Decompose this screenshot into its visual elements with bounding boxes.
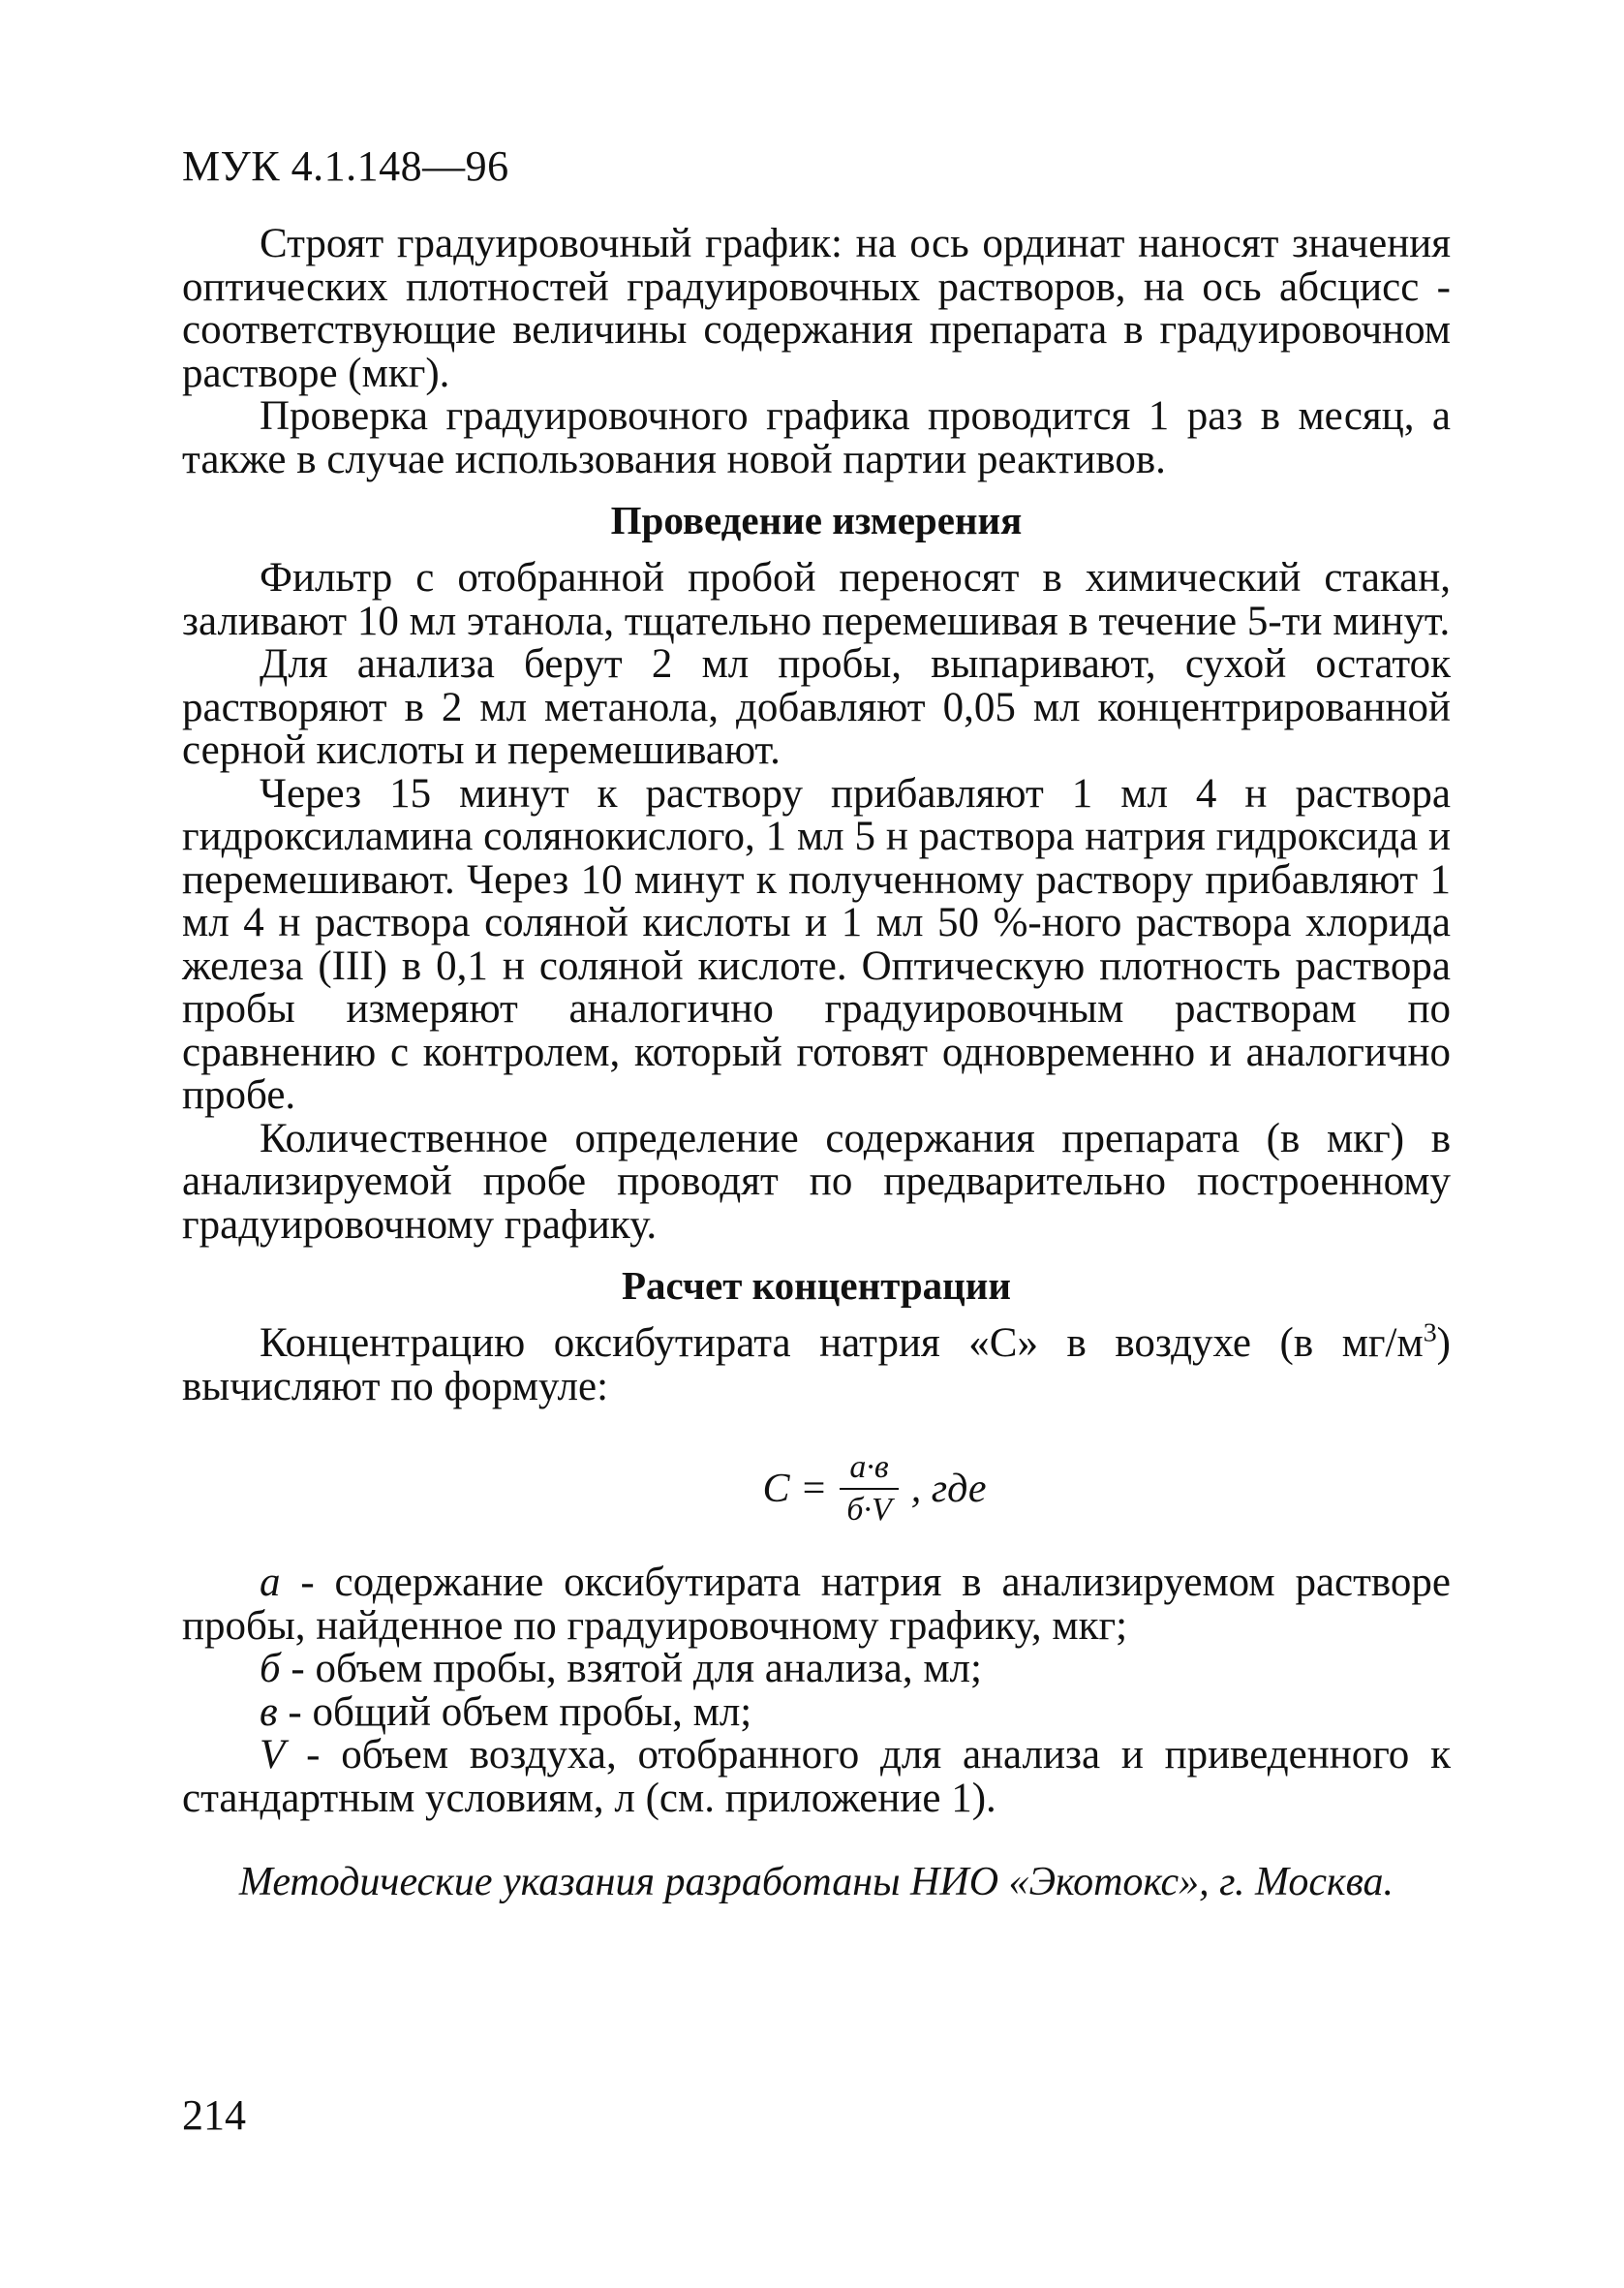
formula-denominator: б·V bbox=[846, 1492, 892, 1528]
paragraph-concentration-intro bbox=[182, 1317, 1451, 1409]
formula-block bbox=[182, 1451, 1451, 1527]
intro-text-end: ) вычисляют по формуле: bbox=[182, 1320, 1451, 1409]
intro-superscript: 3 bbox=[1423, 1317, 1437, 1348]
definition-text: - объем пробы, взятой для анализа, мл; bbox=[280, 1646, 982, 1691]
formula-numerator: а·в bbox=[840, 1451, 898, 1490]
formula-fraction bbox=[837, 1451, 901, 1527]
definition-text: - объем воздуха, отобранного для анализа и приведенного к стандартным условиям, л (см. приложение 1). bbox=[182, 1732, 1451, 1821]
paragraph-filter-transfer: Фильтр с отобранной пробой переносят в химический стакан, заливают 10 мл этанола, тщательно перемешивая в течение 5-ти минут. bbox=[182, 555, 1451, 644]
definition-b bbox=[182, 1648, 1451, 1691]
credit-line: Методические указания разработаны НИО «Экотокс», г. Москва. bbox=[238, 1860, 1394, 1904]
document-code-header: МУК 4.1.148—96 bbox=[182, 142, 509, 190]
definition-v bbox=[182, 1688, 1451, 1735]
intro-text-start: Концентрацию оксибутирата натрия «С» в воздухе (в мг/м bbox=[260, 1320, 1424, 1366]
paragraph-graph-check: Проверка градуировочного графика проводится 1 раз в месяц, а также в случае использования новой партии реактивов. bbox=[182, 393, 1451, 482]
paragraph-quantification: Количественное определение содержания препарата (в мкг) в анализируемой пробе проводят по предварительно построенному градуировочному графику. bbox=[182, 1115, 1451, 1248]
definition-text: - общий объем пробы, мл; bbox=[277, 1688, 752, 1735]
definition-text: - содержание оксибутирата натрия в анализируемом растворе пробы, найденное по градуировочному графику, мкг; bbox=[182, 1560, 1451, 1649]
formula-suffix: , где bbox=[910, 1467, 987, 1511]
formula-lhs: С = bbox=[762, 1467, 828, 1511]
paragraph-calibration-graph: Строят градуировочный график: на ось ординат наносят значения оптических плотностей градуировочных растворов, на ось абсцисс - соответствующие величины содержания препарата в градуировочном растворе (мкг). bbox=[182, 221, 1451, 396]
document-body bbox=[182, 223, 1451, 1903]
concentration-formula bbox=[762, 1451, 986, 1527]
definition-volume bbox=[182, 1734, 1451, 1820]
section-title-measurement: Проведение измерения bbox=[610, 498, 1023, 542]
definition-a bbox=[182, 1561, 1451, 1648]
paragraph-reagents: Через 15 минут к раствору прибавляют 1 мл 4 н раствора гидроксиламина солянокислого, 1 мл 5 н раствора натрия гидроксида и перемешивают. Через 10 минут к полученному раствору прибавляют 1 мл 4 н раствора соляной кислоты и 1 мл 50 %-ного раствора хлорида железа (III) в 0,1 н соляной кислоте. Оптическую плотность раствора пробы измеряют аналогично градуировочным растворам по сравнению с контролем, который готовят одновременно и аналогично пробе. bbox=[182, 770, 1451, 1118]
definition-symbol: V bbox=[260, 1732, 286, 1778]
section-title-calculation: Расчет концентрации bbox=[621, 1263, 1012, 1308]
definition-symbol: в bbox=[260, 1688, 278, 1735]
page-number: 214 bbox=[182, 2091, 246, 2139]
paragraph-sample-prep: Для анализа берут 2 мл пробы, выпаривают, сухой остаток растворяют в 2 мл метанола, добавляют 0,05 мл концентрированной серной кислоты и перемешивают. bbox=[182, 641, 1451, 773]
definition-symbol: а bbox=[260, 1560, 281, 1605]
definition-symbol: б bbox=[260, 1646, 281, 1691]
